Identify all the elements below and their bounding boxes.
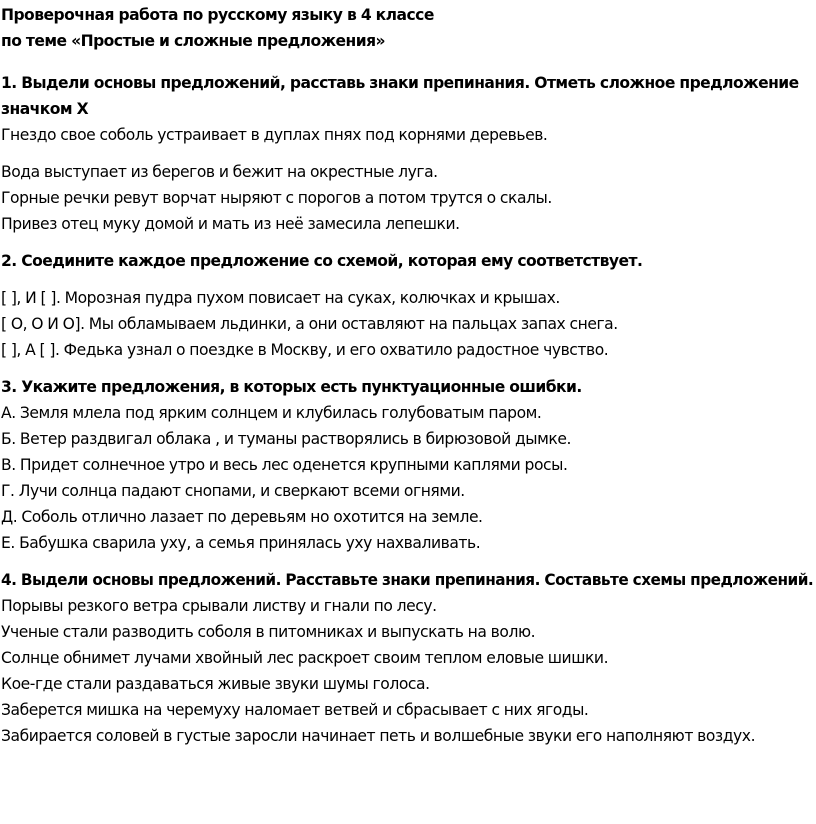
task2-item: [ ], А [ ]. Федька узнал о поездке в Москву, и его охватило радостное чувство.	[1, 341, 609, 359]
task1-heading-continued: значком Х	[1, 100, 89, 118]
task3-item: А. Земля млела под ярким солнцем и клубилась голубоватым паром.	[1, 404, 542, 422]
document-subtitle: по теме «Простые и сложные предложения»	[1, 32, 386, 50]
task2-item: [ О, О И О]. Мы обламываем льдинки, а они оставляют на пальцах запах снега.	[1, 315, 618, 333]
task4-heading: 4. Выдели основы предложений. Расставьте знаки препинания. Составьте схемы предложений.	[1, 571, 814, 589]
task4-sentence: Ученые стали разводить соболя в питомниках и выпускать на волю.	[1, 623, 536, 641]
task1-heading: 1. Выдели основы предложений, расставь знаки препинания. Отметь сложное предложение	[1, 74, 799, 92]
task1-sentence: Гнездо свое соболь устраивает в дуплах пнях под корнями деревьев.	[1, 126, 548, 144]
task2-item: [ ], И [ ]. Морозная пудра пухом повисает на суках, колючках и крышах.	[1, 289, 560, 307]
task1-sentence: Вода выступает из берегов и бежит на окрестные луга.	[1, 163, 438, 181]
task4-sentence: Заберется мишка на черемуху наломает ветвей и сбрасывает с них ягоды.	[1, 701, 589, 719]
task4-sentence: Кое-где стали раздаваться живые звуки шумы голоса.	[1, 675, 430, 693]
worksheet-document	[1, 0, 815, 749]
task2-heading: 2. Соедините каждое предложение со схемой, которая ему соответствует.	[1, 252, 643, 270]
task4-sentence: Солнце обнимет лучами хвойный лес раскроет своим теплом еловые шишки.	[1, 649, 609, 667]
task3-item: Е. Бабушка сварила уху, а семья принялась уху нахваливать.	[1, 534, 481, 552]
task3-item: Г. Лучи солнца падают снопами, и сверкают всеми огнями.	[1, 482, 465, 500]
task4-sentence: Забирается соловей в густые заросли начинает петь и волшебные звуки его наполняют воздух.	[1, 727, 756, 745]
task4-sentence: Порывы резкого ветра срывали листву и гнали по лесу.	[1, 597, 437, 615]
document-title: Проверочная работа по русскому языку в 4 классе	[1, 6, 434, 24]
task3-item: В. Придет солнечное утро и весь лес оденется крупными каплями росы.	[1, 456, 568, 474]
task3-heading: 3. Укажите предложения, в которых есть пунктуационные ошибки.	[1, 378, 582, 396]
task3-item: Д. Соболь отлично лазает по деревьям но охотится на земле.	[1, 508, 483, 526]
task3-item: Б. Ветер раздвигал облака , и туманы растворялись в бирюзовой дымке.	[1, 430, 571, 448]
task1-sentence: Привез отец муку домой и мать из неё замесила лепешки.	[1, 215, 460, 233]
task1-sentence: Горные речки ревут ворчат ныряют с порогов а потом трутся о скалы.	[1, 189, 552, 207]
